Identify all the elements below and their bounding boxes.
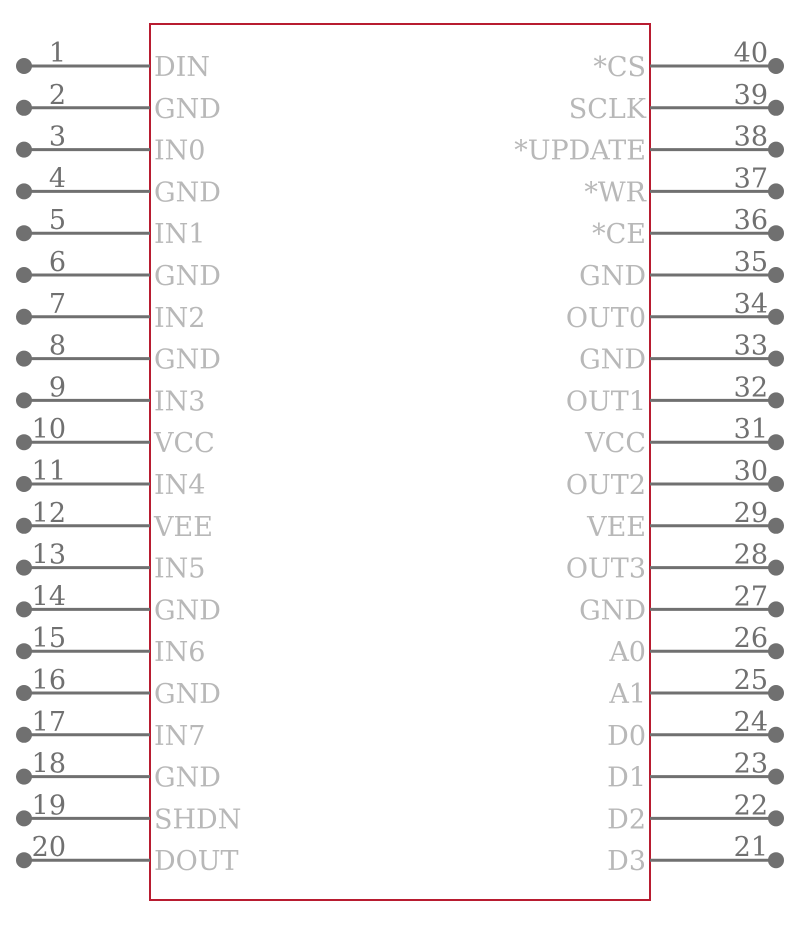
pin-terminal-dot — [768, 309, 784, 325]
pin-number: 37 — [733, 163, 768, 195]
pin-number: 24 — [733, 706, 768, 738]
pin-label: OUT1 — [565, 386, 646, 418]
pin-terminal-dot — [768, 58, 784, 74]
pin-terminal-dot — [768, 601, 784, 617]
pin-number: 33 — [733, 330, 768, 362]
pin-label: *WR — [584, 177, 646, 209]
pin-number: 9 — [48, 372, 66, 404]
pin-label: VCC — [585, 428, 646, 460]
pin-terminal-dot — [16, 852, 32, 868]
pin-terminal-dot — [16, 560, 32, 576]
pin-number: 22 — [733, 790, 768, 822]
pin-terminal-dot — [768, 643, 784, 659]
pin-label: VEE — [154, 511, 213, 543]
pin-terminal-dot — [16, 685, 32, 701]
pin-number: 18 — [31, 748, 66, 780]
pin-terminal-dot — [768, 769, 784, 785]
pin-label: VEE — [587, 511, 646, 543]
pin-number: 10 — [31, 414, 66, 446]
pin-label: IN4 — [154, 470, 206, 501]
pin-label: IN1 — [154, 219, 206, 251]
pin-terminal-dot — [16, 810, 32, 826]
pin-number: 36 — [733, 205, 768, 237]
pin-number: 12 — [31, 497, 66, 529]
pin-terminal-dot — [16, 727, 32, 743]
pin-terminal-dot — [16, 434, 32, 450]
pin-label: DIN — [154, 52, 210, 83]
pin-number: 28 — [733, 539, 768, 571]
pin-label: SHDN — [154, 804, 242, 836]
pin-terminal-dot — [768, 183, 784, 199]
pin-label: GND — [579, 344, 646, 376]
pin-label: *CE — [592, 219, 646, 251]
pin-label: GND — [154, 261, 221, 292]
pin-number: 15 — [31, 623, 66, 655]
pin-terminal-dot — [16, 309, 32, 325]
pin-terminal-dot — [16, 518, 32, 534]
pin-terminal-dot — [768, 100, 784, 116]
pin-terminal-dot — [768, 351, 784, 367]
pin-label: A0 — [609, 637, 646, 669]
pin-number: 29 — [733, 497, 768, 529]
pin-number: 1 — [48, 38, 66, 69]
pin-number: 6 — [48, 247, 66, 278]
pin-label: SCLK — [568, 93, 646, 125]
pin-number: 31 — [733, 414, 768, 446]
pin-label: IN2 — [154, 302, 206, 334]
pin-label: GND — [154, 344, 221, 376]
pin-label: OUT3 — [565, 553, 646, 585]
pin-label: GND — [154, 177, 221, 209]
pin-terminal-dot — [768, 476, 784, 492]
pin-label: *CS — [593, 52, 646, 83]
pin-label: IN6 — [154, 637, 206, 669]
pin-terminal-dot — [16, 601, 32, 617]
pin-label: *UPDATE — [514, 135, 646, 167]
pin-terminal-dot — [768, 518, 784, 534]
pin-label: IN5 — [154, 553, 206, 585]
pin-terminal-dot — [768, 267, 784, 283]
pin-terminal-dot — [768, 434, 784, 450]
pin-label: A1 — [609, 679, 646, 710]
pin-number: 32 — [733, 372, 768, 404]
pin-label: IN0 — [154, 135, 206, 167]
pin-number: 39 — [733, 79, 768, 111]
pin-label: GND — [154, 679, 221, 710]
pin-number: 17 — [31, 706, 66, 738]
pin-label: D2 — [607, 804, 646, 836]
pin-number: 8 — [48, 330, 66, 362]
pin-terminal-dot — [16, 58, 32, 74]
pin-number: 25 — [733, 665, 768, 696]
pin-terminal-dot — [16, 183, 32, 199]
pin-label: GND — [154, 93, 221, 125]
pin-number: 5 — [48, 205, 66, 237]
pin-label: GND — [154, 595, 221, 627]
pin-number: 19 — [31, 790, 66, 822]
pin-number: 7 — [48, 288, 66, 320]
pin-number: 11 — [31, 456, 66, 487]
pin-number: 26 — [733, 623, 768, 655]
pin-terminal-dot — [768, 852, 784, 868]
pin-terminal-dot — [16, 225, 32, 241]
pin-label: D3 — [607, 846, 646, 878]
pin-label: GND — [154, 762, 221, 794]
pin-terminal-dot — [16, 476, 32, 492]
pin-number: 3 — [48, 121, 66, 153]
pin-number: 40 — [733, 38, 768, 69]
pin-number: 21 — [733, 832, 768, 864]
pin-terminal-dot — [768, 727, 784, 743]
pin-label: GND — [579, 261, 646, 292]
pin-label: OUT0 — [565, 302, 646, 334]
pin-terminal-dot — [768, 225, 784, 241]
pin-terminal-dot — [768, 560, 784, 576]
pin-number: 35 — [733, 247, 768, 278]
pin-label: D1 — [607, 762, 646, 794]
pin-terminal-dot — [16, 100, 32, 116]
pin-number: 14 — [31, 581, 66, 613]
pin-number: 34 — [733, 288, 768, 320]
pin-terminal-dot — [768, 392, 784, 408]
pin-label: GND — [579, 595, 646, 627]
pin-terminal-dot — [16, 267, 32, 283]
pin-number: 38 — [733, 121, 768, 153]
pin-terminal-dot — [768, 142, 784, 158]
pin-label: IN7 — [154, 720, 206, 752]
pin-number: 20 — [31, 832, 66, 864]
pin-number: 2 — [48, 79, 66, 111]
pin-terminal-dot — [16, 392, 32, 408]
pin-label: OUT2 — [565, 470, 646, 501]
pin-terminal-dot — [16, 769, 32, 785]
pin-number: 27 — [733, 581, 768, 613]
pin-terminal-dot — [768, 810, 784, 826]
pin-number: 13 — [31, 539, 66, 571]
pin-label: D0 — [607, 720, 646, 752]
pin-terminal-dot — [16, 142, 32, 158]
pin-number: 23 — [733, 748, 768, 780]
pin-label: IN3 — [154, 386, 206, 418]
pin-terminal-dot — [768, 685, 784, 701]
pin-terminal-dot — [16, 643, 32, 659]
pin-label: DOUT — [154, 846, 239, 878]
pin-number: 16 — [31, 665, 66, 696]
pin-number: 30 — [733, 456, 768, 487]
pin-terminal-dot — [16, 351, 32, 367]
pin-number: 4 — [48, 163, 66, 195]
pin-label: VCC — [154, 428, 215, 460]
